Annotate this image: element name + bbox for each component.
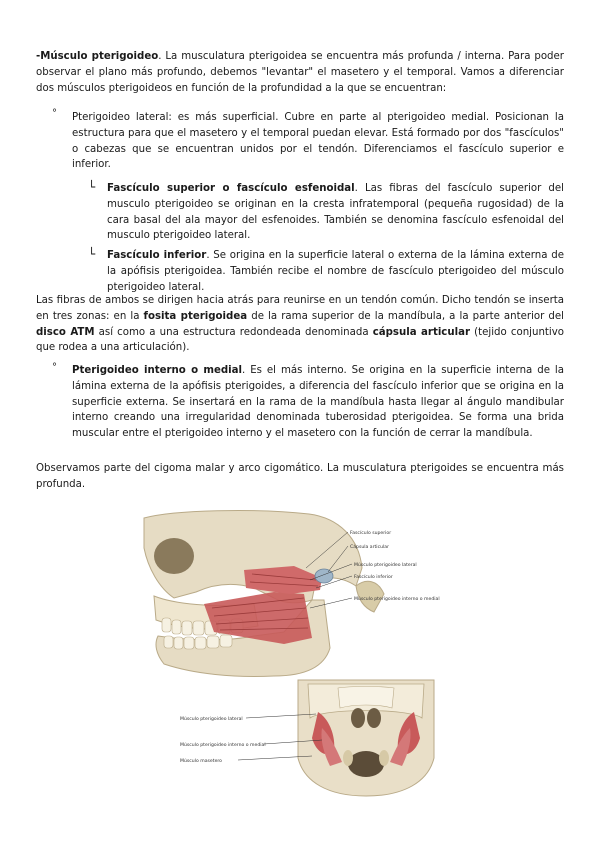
intro-heading: -Músculo pterigoideo xyxy=(36,51,159,62)
label-basal-masetero: Músculo masetero xyxy=(180,759,222,764)
bullet-marker-medial: ° xyxy=(52,362,57,373)
fibers-bold-fosita: fosita pterigoidea xyxy=(143,310,248,322)
intro-text: . La musculatura pterigoidea se encuentra más profunda / interna. Para poder observar el plano más profundo, debemos "levantar" el masetero y el temporal. Vamos a diferenciar dos músculos pterigoideos en función de la profundidad a la que se encuentran: xyxy=(36,51,564,94)
skull-lateral-figure xyxy=(134,508,466,680)
label-fasciculo-inferior: Fascículo inferior xyxy=(354,575,393,580)
bullet-marker-lateral: ° xyxy=(52,108,57,119)
label-pterigoideo-medial: Músculo pterigoideo interno o medial xyxy=(354,597,440,602)
inferior-fascicle-heading: Fascículo inferior xyxy=(107,250,207,261)
fibers-bold-disco: disco ATM xyxy=(36,326,95,338)
inferior-fascicle-paragraph xyxy=(107,248,564,295)
fibers-bold-capsula: cápsula articular xyxy=(372,326,470,338)
superior-fascicle-heading: Fascículo superior o fascículo esfenoidal xyxy=(107,183,355,194)
superior-fascicle-text: . Las fibras del fascículo superior del musculo pterigoideo se originan en la cresta infratemporal (pequeña rugosidad) de la cara basal del ala mayor del esfenoides. También se denomina fascículo esfenoidal del musculo pterigoideo lateral. xyxy=(107,183,564,242)
fibers-text-1: Las fibras de ambos se dirigen hacia atrás para reunirse en un tendón común. Dicho tendón se inserta en tres zonas: en la xyxy=(36,295,564,322)
lateral-pterygoid-paragraph: Pterigoideo lateral: es más superficial. Cubre en parte al pterigoideo medial. Posicionan la estructura para que el masetero y el temporal puedan elevar. Está formado por dos "fascículos" o cabezas que se encuentran unidos por el tendón. Diferenciamos el fascículo superior e inferior. xyxy=(72,112,564,171)
superior-fascicle-paragraph xyxy=(107,181,564,244)
fibers-text-3: así como a una estructura redondeada denominada xyxy=(94,326,373,338)
sub-marker-inferior: └ xyxy=(88,247,96,261)
fibers-text-2: de la rama superior de la mandíbula, a la parte anterior del xyxy=(247,310,564,322)
label-basal-pterigoideo-lateral: Músculo pterigoideo lateral xyxy=(180,717,243,722)
label-basal-pterigoideo-medial: Músculo pterigoideo interno o medial xyxy=(180,743,266,748)
inferior-fascicle-text: . Se origina en la superficie lateral o externa de la lámina externa de la apófisis pterigoidea. También recibe el nombre de fascículo pterigoideo del músculo pterigoideo lateral. xyxy=(107,250,564,293)
skull-basal-figure xyxy=(178,678,440,798)
label-fasciculo-superior: Fascículo superior xyxy=(350,531,392,536)
label-capsula-articular: Cápsula articular xyxy=(350,545,389,550)
label-pterigoideo-lateral: Músculo pterigoideo lateral xyxy=(354,563,417,568)
fibers-text-4: (tejido conjuntivo que rodea a una articulación). xyxy=(36,326,564,354)
medial-pterygoid-heading: Pterigoideo interno o medial xyxy=(72,365,243,376)
fibers-paragraph xyxy=(36,293,564,356)
observation-paragraph: Observamos parte del cigoma malar y arco cigomático. La musculatura pterigoides se encuentra más profunda. xyxy=(36,463,564,490)
medial-pterygoid-paragraph xyxy=(72,363,564,442)
sub-marker-superior: └ xyxy=(88,180,96,194)
intro-paragraph xyxy=(36,49,564,96)
medial-pterygoid-text: . Es el más interno. Se origina en la superficie interna de la lámina externa de la apófisis pterigoides, a diferencia del fascículo inferior que se origina en la superficie externa. Se insertará en la rama de la mandíbula hasta llegar al ángulo mandibular interno creando una irregularidad denominada tuberosidad pterigoidea. Se forma una brida muscular entre el pterigoideo interno y el masetero con la función de cerrar la mandíbula. xyxy=(72,365,564,440)
